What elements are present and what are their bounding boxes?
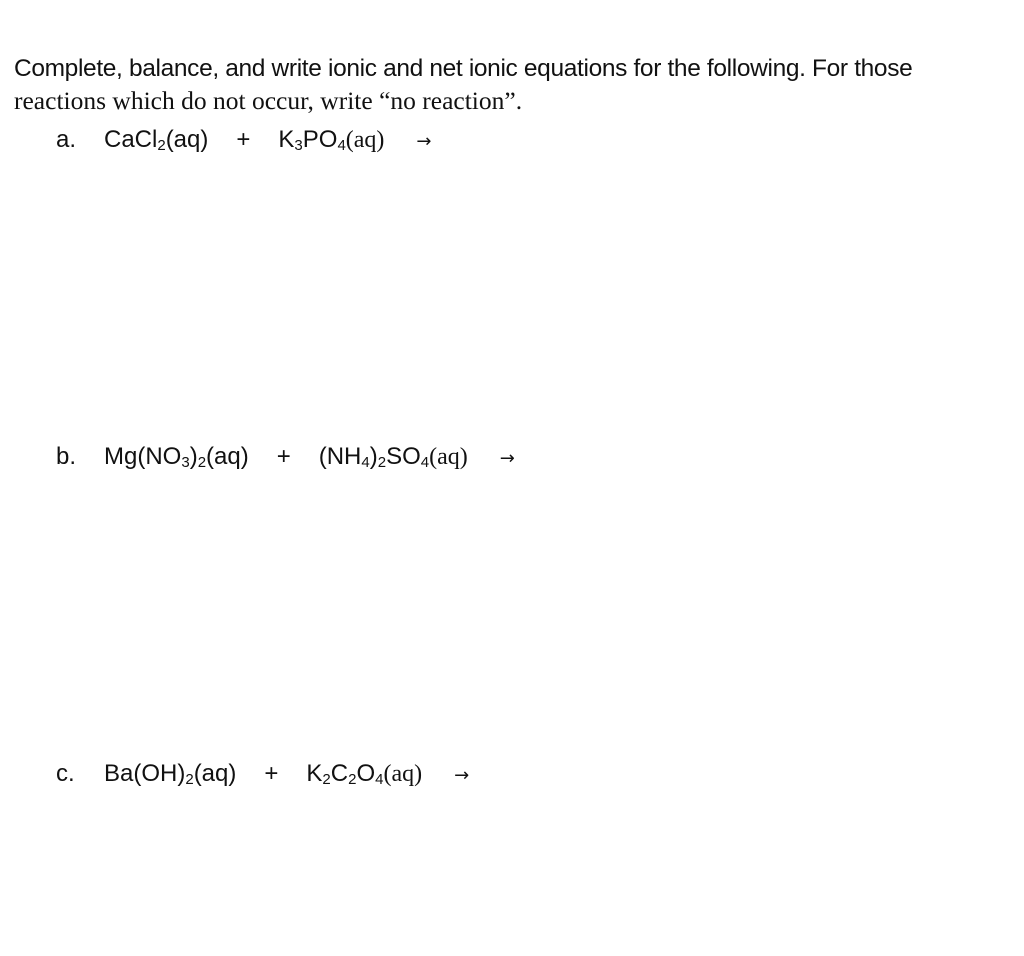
subscript: 3 [181, 454, 190, 471]
subscript: 4 [361, 454, 370, 471]
problem-c [56, 754, 469, 794]
reactant-2 [278, 120, 384, 160]
subscript: 2 [377, 454, 387, 471]
reaction-arrow: → [499, 448, 515, 469]
formula-part: ) [189, 443, 198, 470]
problem-a [56, 120, 432, 160]
state-label: (aq) [345, 127, 385, 153]
problem-b [56, 437, 515, 477]
formula-part: Mg(NO [104, 443, 182, 470]
subscript: 2 [348, 771, 357, 788]
plus-sign: + [264, 760, 279, 787]
state-label: (aq) [165, 126, 209, 153]
state-label: (aq) [429, 444, 468, 470]
reaction-arrow: → [454, 765, 470, 786]
instructions-line-2: reactions which do not occur, write “no reaction”. [14, 86, 523, 115]
subscript: 2 [197, 454, 207, 471]
reactant-2 [319, 437, 468, 477]
problem-label: a. [56, 126, 77, 153]
formula-part: K [306, 760, 323, 787]
state-label: (aq) [193, 760, 237, 787]
formula-part: O [356, 760, 376, 787]
state-label: (aq) [206, 443, 249, 470]
plus-sign: + [276, 443, 291, 470]
formula-part: CaCl [104, 126, 158, 153]
problem-label: b. [56, 443, 77, 470]
reaction-arrow: → [416, 131, 432, 152]
instructions-line-1: Complete, balance, and write ionic and net ionic equations for the following. For those [14, 55, 913, 82]
subscript: 2 [185, 771, 194, 788]
formula-part: (NH [318, 443, 362, 470]
formula-part: SO [386, 443, 421, 470]
reactant-1 [104, 120, 208, 160]
problem-label: c. [56, 760, 75, 787]
reactant-1 [104, 437, 249, 477]
instructions [14, 52, 1014, 116]
reactant-1 [104, 754, 236, 794]
subscript: 4 [420, 454, 430, 471]
plus-sign: + [236, 126, 251, 153]
subscript: 4 [337, 137, 346, 154]
subscript: 2 [322, 771, 331, 788]
formula-part: PO [302, 126, 338, 153]
state-label: (aq) [383, 761, 423, 787]
formula-part: K [278, 126, 295, 153]
reactant-2 [306, 754, 422, 794]
subscript: 2 [157, 137, 166, 154]
subscript: 4 [375, 771, 384, 788]
subscript: 3 [294, 137, 303, 154]
formula-part: ) [369, 443, 378, 470]
formula-part: C [330, 760, 349, 787]
formula-part: Ba(OH) [104, 760, 186, 787]
